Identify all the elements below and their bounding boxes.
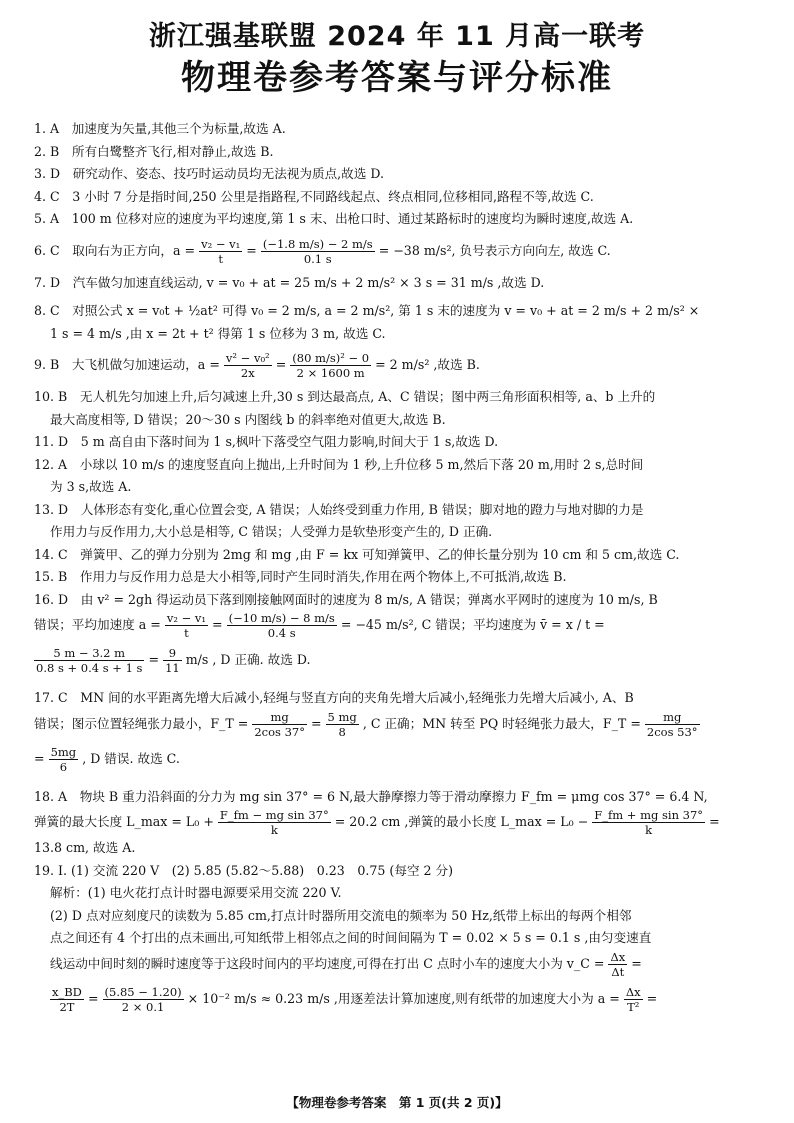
answer-10-line2: 最大高度相等, D 错误；20～30 s 内图线 b 的斜率绝对值更大,故选 B.: [50, 411, 446, 427]
answer-17-line2: 错误；图示位置轻绳张力最小，F_T = $\frac{mg}{2\cos 37^\circ}$ = $\frac{5 mg}{8}$ , C 正确；MN 转至 PQ 时轻绳张力最大，F_T = $\frac{mg}{2\cos 53^\circ}$: [34, 709, 698, 739]
answer-13-line2: 作用力与反作用力,大小总是相等, C 错误；人受弹力是软垫形变产生的, D 正确.: [50, 524, 493, 539]
answer-19-line5: 线运动中间时刻的瞬时速度等于这段时间内的平均速度,可得在打出 C 点时小车的速度大小为 v_C = $\frac{\Delta x}{\Delta t}$ =: [50, 949, 642, 979]
answer-2: 2. B 所有白鹭整齐飞行,相对静止,故选 B.: [34, 143, 274, 159]
fraction: $\frac{(-10 m/s) - 8 m/s}{0.4 s}$: [228, 611, 335, 640]
answer-13-line1: 13. D 人体形态有变化,重心位置会变, A 错误；人始终受到重力作用, B 错误；脚对地的蹬力与地对脚的力是: [34, 501, 644, 517]
fraction: $\frac{9}{11}$: [165, 646, 180, 675]
answer-19-line2: 解析：(1) 电火花打点计时器电源要采用交流 220 V.: [50, 885, 342, 900]
answer-19-line6: $\frac{x\_BD}{2T}$ = $\frac{(5.85 - 1.20)}{2 \times 0.1}$ × 10⁻² m/s ≈ 0.23 m/s ,用逐差法计算加速度,则有纸带的加速度大小为 a = $\frac{\Delta x}{\text{T²}}$ =: [52, 984, 658, 1014]
fraction: $\frac{mg}{2\cos 37^\circ}$: [254, 709, 305, 739]
answer-16-line2: 错误；平均加速度 a = $\frac{\text{v₂ − v₁}}{t}$ = $\frac{(-10 m/s) - 8 m/s}{0.4 s}$ = −45 m/s², C 错误；平均速度为 v̄ = x / t =: [34, 611, 605, 640]
fraction: $\frac{(5.85 - 1.20)}{2 \times 0.1}$: [104, 984, 182, 1014]
answers-body: [34, 118, 764, 1014]
fraction: $\frac{5 mg}{8}$: [327, 709, 357, 739]
fraction: $\frac{\text{v₂ − v₁}}{t}$: [166, 611, 207, 640]
fraction: $\frac{mg}{2\cos 53^\circ}$: [646, 709, 698, 739]
answer-19-line1: 19. Ⅰ. (1) 交流 220 V (2) 5.85 (5.82～5.88) 0.23 0.75 (每空 2 分): [34, 862, 454, 878]
answer-5: 5. A 100 m 位移对应的速度为平均速度,第 1 s 末、出枪口时、通过某路标时的速度均为瞬时速度,故选 A.: [34, 211, 634, 226]
answer-19-line4: 点之间还有 4 个打出的点未画出,可知纸带上相邻点之间的时间间隔为 T = 0.02 × 5 s = 0.1 s ,由匀变速直: [50, 930, 652, 945]
fraction: $\frac{(-1.8 m/s) - 2 m/s}{0.1 s}$: [262, 236, 373, 266]
answer-15: 15. B 作用力与反作用力总是大小相等,同时产生同时消失,作用在两个物体上,不可抵消,故选 B.: [34, 569, 567, 584]
answer-7: 7. D 汽车做匀加速直线运动, v = v₀ + at = 25 m/s + 2 m/s² × 3 s = 31 m/s ,故选 D.: [34, 274, 545, 290]
fraction: $\frac{5 m - 3.2 m}{0.8 s + 0.4 s + 1 s}$: [36, 646, 143, 675]
fraction: $\frac{\text{v₂ − v₁}}{t}$: [201, 236, 241, 266]
answer-19-line3: (2) D 点对应刻度尺的读数为 5.85 cm,打点计时器所用交流电的频率为 50 Hz,纸带上标出的每两个相邻: [50, 907, 632, 923]
answer-18-line3: 13.8 cm, 故选 A.: [34, 840, 136, 855]
answer-4: 4. C 3 小时 7 分是指时间,250 公里是指路程,不同路线起点、终点相同,位移相同,路程不等,故选 C.: [34, 188, 594, 204]
answer-17-line1: 17. C MN 间的水平距离先增大后减小,轻绳与竖直方向的夹角先增大后减小,轻绳张力先增大后减小, A、B: [34, 690, 634, 705]
answer-14: 14. C 弹簧甲、乙的弹力分别为 2mg 和 mg ,由 F = kx 可知弹簧甲、乙的伸长量分别为 10 cm 和 5 cm,故选 C.: [34, 546, 680, 562]
fraction: $\frac{\Delta x}{\Delta t}$: [610, 949, 626, 979]
answer-18-line2: 弹簧的最大长度 L_max = L₀ + $\frac{\text{F\_fm − mg sin 37°}}{k}$ = 20.2 cm ,弹簧的最小长度 L_max = L₀ − $\frac{\text{F\_fm + mg sin 37°}}{k}$ =: [34, 808, 720, 837]
answer-6: 6. C 取向右为正方向，a = $\frac{\text{v₂ − v₁}}{t}$ = $\frac{(-1.8 m/s) - 2 m/s}{0.1 s}$ = −38 m/s², 负号表示方向向左, 故选 C.: [34, 236, 611, 266]
answer-17-line3: = $\frac{5mg}{6}$ , D 错误. 故选 C.: [34, 744, 180, 774]
fraction: $\frac{5mg}{6}$: [50, 744, 77, 774]
document-title: 物理卷参考答案与评分标准: [181, 58, 613, 98]
answer-8-line1: 8. C 对照公式 x = v₀t + ½at² 可得 v₀ = 2 m/s, a = 2 m/s², 第 1 s 末的速度为 v = v₀ + at = 2 m/s + 2 m/s² ×: [34, 303, 700, 318]
fraction: $\frac{\text{F\_fm + mg sin 37°}}{k}$: [594, 808, 704, 837]
fraction: $\frac{\text{F\_fm − mg sin 37°}}{k}$: [219, 808, 329, 837]
answer-8-line2: 1 s = 4 m/s ,由 x = 2t + t² 得第 1 s 位移为 3 m, 故选 C.: [50, 325, 386, 341]
answer-9: 9. B 大飞机做匀加速运动，a = $\frac{\text{v² − v₀²}}{2x}$ = $\frac{\text{(80 m/s)² − 0}}{2 \times 1600 m}$ = 2 m/s² ,故选 B.: [34, 351, 480, 380]
exam-title: 浙江强基联盟 2024 年 11 月高一联考: [148, 21, 646, 52]
fraction: $\frac{\text{(80 m/s)² − 0}}{2 \times 1600 m}$: [292, 351, 370, 380]
fraction: $\frac{\text{v² − v₀²}}{2x}$: [225, 351, 270, 380]
page-footer: 【物理卷参考答案 第 1 页(共 2 页)】: [286, 1095, 508, 1110]
fraction: $\frac{\Delta x}{\text{T²}}$: [625, 984, 641, 1014]
answer-12-line1: 12. A 小球以 10 m/s 的速度竖直向上抛出,上升时间为 1 秒,上升位移 5 m,然后下落 20 m,用时 2 s,总时间: [34, 456, 644, 472]
answer-1: 1. A 加速度为矢量,其他三个为标量,故选 A.: [34, 121, 286, 136]
answer-12-line2: 为 3 s,故选 A.: [50, 479, 132, 494]
answer-16-line3: $\frac{5 m - 3.2 m}{0.8 s + 0.4 s + 1 s}$ = $\frac{9}{11}$ m/s , D 正确. 故选 D.: [36, 646, 311, 675]
answer-10-line1: 10. B 无人机先匀加速上升,后匀减速上升,30 s 到达最高点, A、C 错误；图中两三角形面积相等, a、b 上升的: [34, 389, 656, 404]
answer-16-line1: 16. D 由 v² = 2gh 得运动员下落到刚接触网面时的速度为 8 m/s, A 错误；弹离水平网时的速度为 10 m/s, B: [34, 591, 658, 607]
answer-18-line1: 18. A 物块 B 重力沿斜面的分力为 mg sin 37° = 6 N,最大静摩擦力等于滑动摩擦力 F_fm = μmg cos 37° = 6.4 N,: [34, 788, 708, 804]
answer-11: 11. D 5 m 高自由下落时间为 1 s,枫叶下落受空气阻力影响,时间大于 1 s,故选 D.: [34, 434, 499, 449]
fraction: $\frac{x\_BD}{2T}$: [52, 984, 82, 1014]
answer-3: 3. D 研究动作、姿态、技巧时运动员均无法视为质点,故选 D.: [34, 166, 385, 181]
